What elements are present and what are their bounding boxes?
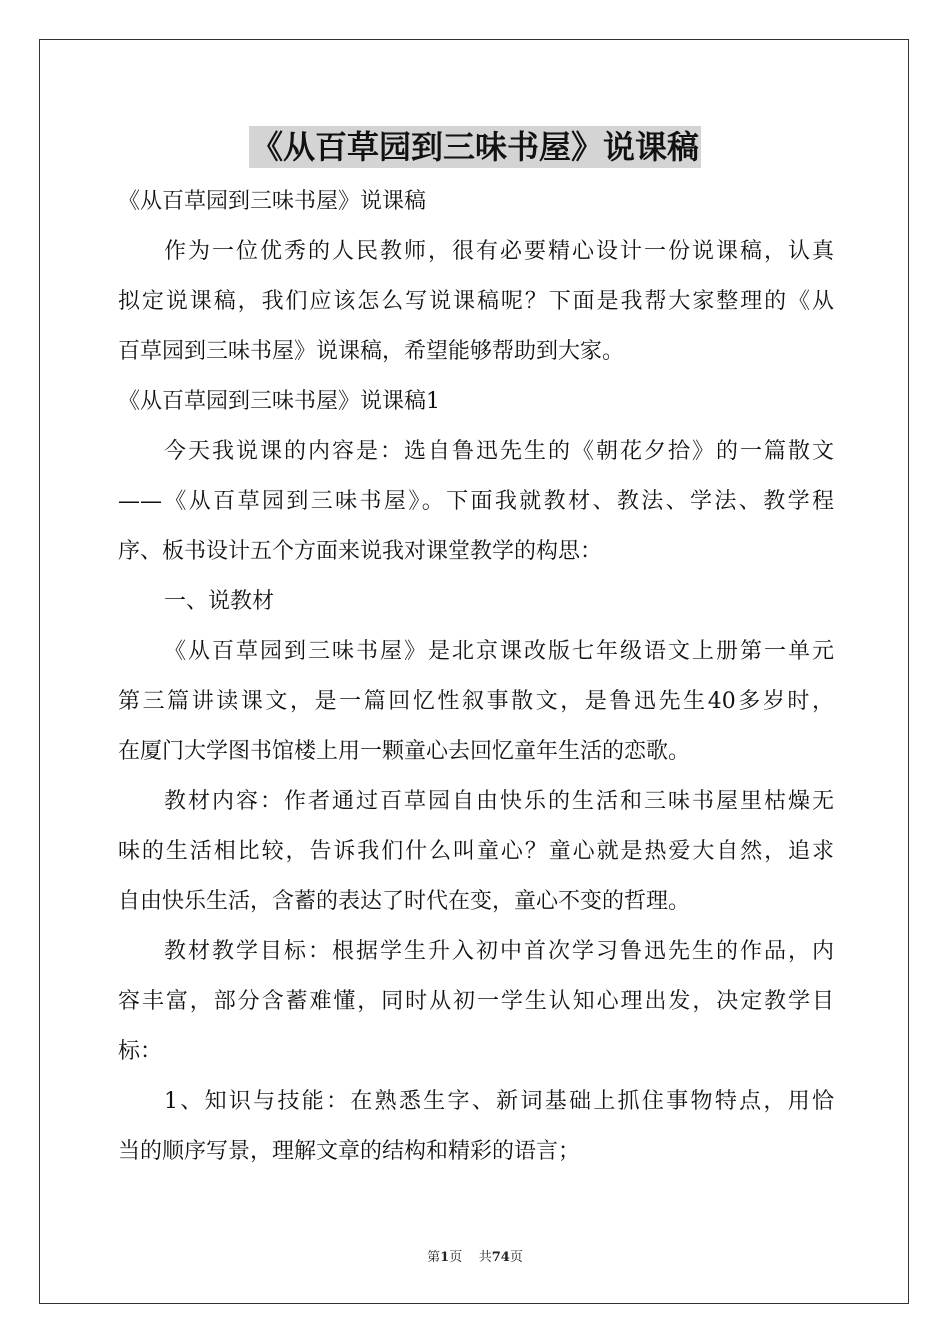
title-wrap bbox=[0, 126, 950, 168]
paragraph-line: 《从百草园到三味书屋》是北京课改版七年级语文上册第一单元 bbox=[164, 639, 834, 664]
paragraph-line: 第三篇讲读课文，是一篇回忆性叙事散文，是鲁迅先生40多岁时， bbox=[118, 689, 834, 714]
document-body bbox=[118, 177, 834, 1177]
paragraph-line: 教材内容：作者通过百草园自由快乐的生活和三味书屋里枯燥无 bbox=[164, 789, 834, 814]
paragraph-line: 当的顺序写景，理解文章的结构和精彩的语言； bbox=[118, 1139, 581, 1164]
total-page-count: 74 bbox=[491, 1250, 510, 1265]
paragraph-line: 味的生活相比较，告诉我们什么叫童心？童心就是热爱大自然，追求 bbox=[118, 839, 834, 864]
section-heading: 《从百草园到三味书屋》说课稿1 bbox=[118, 389, 440, 414]
paragraph-line: 今天我说课的内容是：选自鲁迅先生的《朝花夕拾》的一篇散文 bbox=[164, 439, 834, 464]
paragraph-line: 容丰富，部分含蓄难懂，同时从初一学生认知心理出发，决定教学目 bbox=[118, 989, 834, 1014]
footer-middle: 页 共 bbox=[449, 1250, 492, 1265]
footer-prefix: 第 bbox=[427, 1250, 441, 1265]
paragraph-line: 自由快乐生活，含蓄的表达了时代在变，童心不变的哲理。 bbox=[118, 889, 691, 914]
paragraph-line: 标： bbox=[118, 1039, 163, 1064]
paragraph-line: 拟定说课稿，我们应该怎么写说课稿呢？下面是我帮大家整理的《从 bbox=[118, 289, 834, 314]
paragraph-line: 《从百草园到三味书屋》说课稿 bbox=[118, 189, 427, 214]
paragraph-line: 序、板书设计五个方面来说我对课堂教学的构思： bbox=[118, 539, 603, 564]
footer-suffix: 页 bbox=[509, 1250, 523, 1265]
paragraph-line: ——《从百草园到三味书屋》。下面我就教材、教法、学法、教学程 bbox=[118, 489, 834, 514]
paragraph-line: 在厦门大学图书馆楼上用一颗童心去回忆童年生活的恋歌。 bbox=[118, 739, 691, 764]
paragraph-line: 教材教学目标：根据学生升入初中首次学习鲁迅先生的作品，内 bbox=[164, 939, 834, 964]
paragraph-line: 作为一位优秀的人民教师，很有必要精心设计一份说课稿，认真 bbox=[164, 239, 834, 264]
page-footer bbox=[0, 1246, 950, 1265]
current-page-number: 1 bbox=[440, 1250, 450, 1265]
section-heading: 一、说教材 bbox=[164, 589, 275, 614]
document-title: 《从百草园到三味书屋》说课稿 bbox=[250, 128, 699, 166]
paragraph-line: 1、知识与技能：在熟悉生字、新词基础上抓住事物特点，用恰 bbox=[164, 1089, 834, 1114]
paragraph-line: 百草园到三味书屋》说课稿，希望能够帮助到大家。 bbox=[118, 339, 625, 364]
